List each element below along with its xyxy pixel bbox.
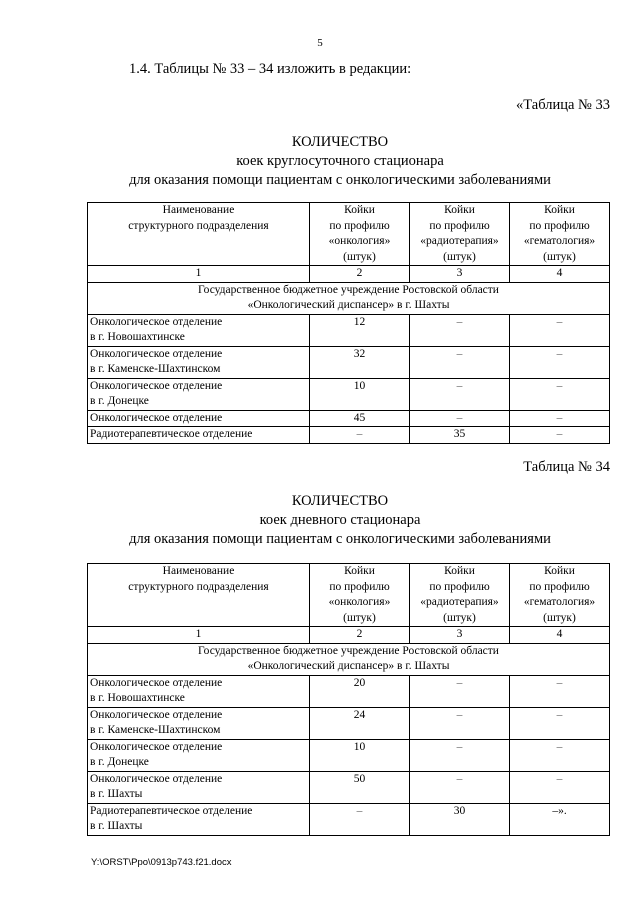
- department-name-line: в г. Шахты: [90, 820, 143, 832]
- column-number-row: [88, 627, 610, 644]
- bed-count: –: [510, 739, 610, 771]
- column-number: 3: [410, 627, 510, 644]
- table-33-label: «Таблица № 33: [516, 97, 610, 113]
- header-row: [88, 203, 610, 266]
- department-name: [88, 314, 310, 346]
- column-header-line: Койки: [444, 565, 475, 577]
- institution-row: [88, 282, 610, 314]
- column-header-line: (штук): [543, 611, 576, 624]
- department-name-line: в г. Каменске-Шахтинском: [90, 724, 221, 736]
- table-row: [88, 675, 610, 707]
- table-34: [87, 563, 610, 836]
- institution-name-line: «Онкологический диспансер» в г. Шахты: [247, 299, 450, 311]
- bed-count: –: [410, 771, 510, 803]
- column-header-line: структурного подразделения: [128, 580, 269, 593]
- table-row: [88, 378, 610, 410]
- bed-count: 10: [310, 378, 410, 410]
- bed-count: 50: [310, 771, 410, 803]
- table-row: [88, 314, 610, 346]
- department-name-line: Онкологическое отделение: [90, 740, 223, 753]
- column-header-line: по профилю: [429, 219, 490, 232]
- table-34-heading-line: коек дневного стационара: [259, 512, 421, 528]
- table-34-heading: [40, 492, 640, 549]
- column-header-line: (штук): [443, 611, 476, 624]
- page-number: 5: [317, 37, 323, 49]
- bed-count: 32: [310, 346, 410, 378]
- column-header-line: «гематология»: [523, 235, 596, 247]
- table-34-heading-line: для оказания помощи пациентам с онкологическими заболеваниями: [129, 531, 551, 547]
- bed-count: –: [510, 314, 610, 346]
- department-name-line: Онкологическое отделение: [90, 347, 223, 360]
- column-number: 3: [410, 266, 510, 283]
- department-name-line: Радиотерапевтическое отделение: [90, 804, 253, 817]
- column-number-row: [88, 266, 610, 283]
- department-name: [88, 427, 310, 444]
- table-row: [88, 739, 610, 771]
- bed-count: –: [410, 378, 510, 410]
- column-header-line: «гематология»: [523, 596, 596, 608]
- table-33-heading-line: для оказания помощи пациентам с онкологическими заболеваниями: [129, 172, 551, 188]
- bed-count: 24: [310, 707, 410, 739]
- column-header-line: (штук): [443, 250, 476, 263]
- bed-count: –: [310, 803, 410, 835]
- bed-count: –: [410, 707, 510, 739]
- header-row: [88, 564, 610, 627]
- institution-row: [88, 643, 610, 675]
- department-name: [88, 675, 310, 707]
- department-name-line: Онкологическое отделение: [90, 772, 223, 785]
- column-header: [310, 203, 410, 266]
- bed-count: –».: [510, 803, 610, 835]
- column-header-line: Наименование: [162, 204, 235, 216]
- department-name: [88, 378, 310, 410]
- table-33-heading-line: КОЛИЧЕСТВО: [291, 134, 389, 150]
- bed-count: –: [510, 378, 610, 410]
- column-header: [510, 203, 610, 266]
- column-number: 1: [88, 627, 310, 644]
- department-name-line: в г. Новошахтинске: [90, 331, 185, 343]
- table-row: [88, 427, 610, 444]
- column-header: [410, 564, 510, 627]
- column-header-line: (штук): [343, 250, 376, 263]
- column-number: 1: [88, 266, 310, 283]
- department-name-line: в г. Донецке: [90, 756, 149, 768]
- table-row: [88, 410, 610, 427]
- bed-count: –: [410, 675, 510, 707]
- department-name: [88, 739, 310, 771]
- institution-name-line: «Онкологический диспансер» в г. Шахты: [247, 660, 450, 672]
- institution-name-line: Государственное бюджетное учреждение Ростовской области: [198, 283, 499, 296]
- table-33-heading-line: коек круглосуточного стационара: [236, 153, 444, 169]
- department-name-line: Онкологическое отделение: [90, 315, 223, 328]
- column-header-line: (штук): [543, 250, 576, 263]
- bed-count: –: [410, 314, 510, 346]
- column-number: 4: [510, 266, 610, 283]
- column-header-line: по профилю: [329, 580, 390, 593]
- bed-count: –: [510, 707, 610, 739]
- bed-count: –: [510, 410, 610, 427]
- column-header-line: Койки: [544, 565, 575, 577]
- bed-count: 30: [410, 803, 510, 835]
- column-header: [88, 203, 310, 266]
- department-name: [88, 346, 310, 378]
- bed-count: 10: [310, 739, 410, 771]
- column-header: [88, 564, 310, 627]
- column-header-line: (штук): [343, 611, 376, 624]
- bed-count: 20: [310, 675, 410, 707]
- column-header-line: по профилю: [529, 580, 590, 593]
- institution-name: [88, 282, 610, 314]
- department-name: [88, 771, 310, 803]
- department-name-line: Онкологическое отделение: [90, 708, 223, 721]
- table-row: [88, 771, 610, 803]
- column-header-line: Койки: [444, 204, 475, 216]
- column-header-line: Койки: [544, 204, 575, 216]
- table-33-heading: [40, 133, 640, 190]
- bed-count: 12: [310, 314, 410, 346]
- bed-count: –: [510, 675, 610, 707]
- department-name-line: в г. Новошахтинске: [90, 692, 185, 704]
- department-name-line: Онкологическое отделение: [90, 379, 223, 392]
- column-header-line: по профилю: [329, 219, 390, 232]
- column-header: [310, 564, 410, 627]
- column-header-line: по профилю: [529, 219, 590, 232]
- column-number: 2: [310, 627, 410, 644]
- table-row: [88, 803, 610, 835]
- column-header-line: «онкология»: [328, 596, 391, 608]
- bed-count: –: [510, 427, 610, 444]
- department-name-line: Онкологическое отделение: [90, 411, 223, 424]
- institution-name: [88, 643, 610, 675]
- bed-count: –: [510, 346, 610, 378]
- column-header-line: «онкология»: [328, 235, 391, 247]
- department-name-line: в г. Шахты: [90, 788, 143, 800]
- table-row: [88, 707, 610, 739]
- column-number: 4: [510, 627, 610, 644]
- bed-count: –: [410, 410, 510, 427]
- column-header-line: Койки: [344, 204, 375, 216]
- column-header-line: «радиотерапия»: [420, 596, 499, 608]
- column-header-line: «радиотерапия»: [420, 235, 499, 247]
- table-33: [87, 202, 610, 444]
- department-name-line: Радиотерапевтическое отделение: [90, 428, 253, 440]
- column-header-line: структурного подразделения: [128, 219, 269, 232]
- institution-name-line: Государственное бюджетное учреждение Ростовской области: [198, 644, 499, 657]
- department-name-line: в г. Донецке: [90, 395, 149, 407]
- bed-count: –: [410, 346, 510, 378]
- department-name-line: в г. Каменске-Шахтинском: [90, 363, 221, 375]
- bed-count: –: [310, 427, 410, 444]
- column-header-line: Койки: [344, 565, 375, 577]
- bed-count: 45: [310, 410, 410, 427]
- department-name-line: Онкологическое отделение: [90, 676, 223, 689]
- intro-text: 1.4. Таблицы № 33 – 34 изложить в редакции:: [129, 61, 412, 77]
- column-number: 2: [310, 266, 410, 283]
- column-header-line: по профилю: [429, 580, 490, 593]
- table-34-heading-line: КОЛИЧЕСТВО: [291, 493, 389, 509]
- file-path-footer: Y:\ORST\Ppo\0913p743.f21.docx: [91, 857, 232, 868]
- bed-count: –: [510, 771, 610, 803]
- column-header-line: Наименование: [162, 565, 235, 577]
- column-header: [410, 203, 510, 266]
- department-name: [88, 707, 310, 739]
- table-row: [88, 346, 610, 378]
- bed-count: –: [410, 739, 510, 771]
- bed-count: 35: [410, 427, 510, 444]
- column-header: [510, 564, 610, 627]
- department-name: [88, 803, 310, 835]
- table-34-label: Таблица № 34: [523, 459, 610, 475]
- department-name: [88, 410, 310, 427]
